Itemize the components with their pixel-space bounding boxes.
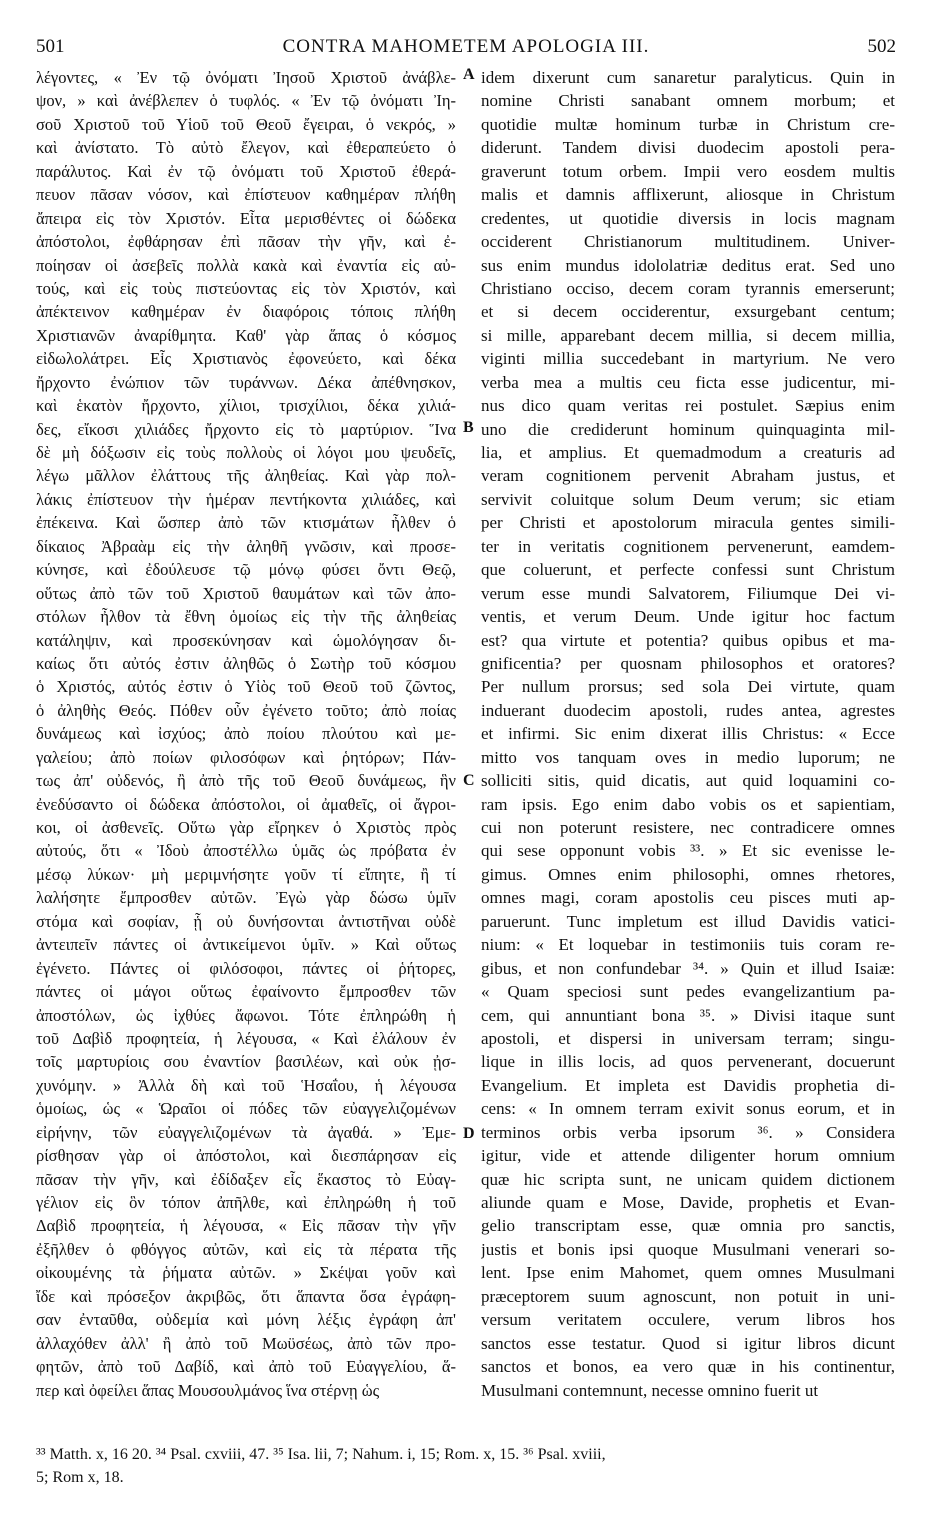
- greek-line: ὁμοίως, ὡς « Ὡραῖοι οἱ πόδες τῶν εὐαγγελιζομένων: [36, 1099, 456, 1119]
- greek-line: ρίσθησαν γὰρ οἱ ἀπόστολοι, καὶ διεσπάρησαν εἰς: [36, 1146, 456, 1166]
- latin-line: ram ipsis. Ego enim dabo vobis os et sapientiam,: [481, 794, 895, 814]
- greek-line: φητῶν, ἀπὸ τοῦ Δαβίδ, καὶ ἀπὸ τοῦ Εὐαγγελίου, ἅ-: [36, 1357, 456, 1377]
- latin-line: occiderent Christianorum multitudinem. Univer-: [481, 232, 895, 252]
- greek-line: μέσῳ λύκων· μὴ μεριμνήσητε γοῦν τί εἴπητε, ἢ τί: [36, 864, 456, 884]
- latin-line: apostoli, et dispersi in universam terram; singu-: [481, 1028, 895, 1048]
- greek-line: κύνησε, καὶ ἐδούλευσε τῷ μόνῳ φύσει ὄντι Θεῷ,: [36, 560, 456, 580]
- margin-marker-b: B: [463, 419, 474, 436]
- greek-line: τούς, καὶ εἰς τοὺς πιστεύοντας εἰς τὸν Χριστόν, καὶ: [36, 278, 456, 298]
- latin-line: veram cognitionem pervenit Abraham justus, et: [481, 466, 895, 486]
- latin-line: lent. Ipse enim Mahomet, quem omnes Musulmani: [481, 1263, 895, 1283]
- footnote-line-2: 5; Rom x, 18.: [36, 1469, 124, 1486]
- running-title: CONTRA MAHOMETEM APOLOGIA III.: [282, 36, 650, 57]
- latin-line: versum veritatem occulere, verum libros hos: [481, 1310, 895, 1330]
- greek-line: καὶ ἀνίστατο. Τὸ αὐτὸ ἔλεγον, καὶ ἐθεραπεύετο ὁ: [36, 138, 456, 158]
- latin-line: præceptorem suum agnoscunt, non potuit in uni-: [481, 1286, 895, 1306]
- greek-line: ψον, » καὶ ἀνέβλεπεν ὁ τυφλός. « Ἐν τῷ ὀνόματι Ἰη-: [36, 91, 456, 111]
- margin-marker-d: D: [463, 1125, 475, 1142]
- latin-line: lique in illis locis, ad quos pervenerant, docuerunt: [481, 1052, 895, 1072]
- greek-line: ἐπέκεινα. Καὶ ὥσπερ ἀπὸ τῶν κτισμάτων ἦλθεν ὁ: [36, 513, 456, 533]
- greek-line: πάντες οἱ μάγοι οὕτως ἐφαίνοντο ἔμπροσθεν τῶν: [36, 982, 456, 1002]
- latin-column: [481, 66, 895, 1402]
- greek-line: ἤρχοντο ἐνώπιον τῶν τυράννων. Δέκα ἀπέθνησκον,: [36, 372, 456, 392]
- latin-line: Evangelium. Et impleta est Davidis prophetia di-: [481, 1075, 895, 1095]
- greek-line: πευον πᾶσαν νόσον, καὶ ἐπίστευον καθημέραν πλήθη: [36, 185, 456, 205]
- latin-line: gelio transcriptam esse, quæ omnia pro sanctis,: [481, 1216, 895, 1236]
- greek-line: σοῦ Χριστοῦ τοῦ Υἱοῦ τοῦ Θεοῦ ἔγειραι, ὁ νεκρός, »: [36, 114, 456, 134]
- latin-line: que coluerunt, et perfecte confessi sunt Christum: [481, 560, 895, 580]
- greek-line: παράλυτος. Καὶ ἐν τῷ ὀνόματι τοῦ Χριστοῦ ἐθερά-: [36, 161, 456, 181]
- latin-line: ventis, et verum Deum. Unde igitur hoc factum: [481, 607, 895, 627]
- greek-line: ποίησαν οἱ ἀσεβεῖς πολλὰ κακὰ καὶ ἐναντία εἰς αὐ-: [36, 255, 456, 275]
- latin-line: gimus. Omnes enim philosophi, omnes rhetores,: [481, 864, 895, 884]
- latin-line: paruerunt. Tunc impletum est illud Davidis vatici-: [481, 911, 895, 931]
- latin-line: gnificentia? per quosnam philosophos et oratores?: [481, 653, 895, 673]
- latin-line: quotidie multæ hominum turbæ in Christum cre-: [481, 114, 895, 134]
- latin-line: verba mea a multis ceu ficta esse judicentur, mi-: [481, 372, 895, 392]
- greek-line: λέγω μᾶλλον ἐλάττους τῆς ἀληθείας. Καὶ γὰρ πολ-: [36, 466, 456, 486]
- greek-line: γέλιον εἰς ὃν τόπον ἀπῆλθε, καὶ ἐπληρώθη ἡ τοῦ: [36, 1193, 456, 1212]
- latin-line: est? qua virtute et potentia? quibus opibus et ma-: [481, 630, 895, 650]
- greek-line: οὕτως ἀπὸ τῶν τοῦ Χριστοῦ θαυμάτων καὶ τῶν ἀπο-: [36, 583, 456, 603]
- greek-line: λάκις ἐπίστευον τὴν ἡμέραν πεντήκοντα χιλιάδες, καὶ: [36, 489, 456, 509]
- greek-line: εἰρήνην, τῶν εὐαγγελιζομένων τὰ ἀγαθά. » Ἐμε-: [36, 1122, 456, 1142]
- latin-line: quæ hic scripta sunt, ne unicam quidem dictionem: [481, 1169, 895, 1189]
- greek-line: ἀποστόλων, ὡς ἰχθύες ἄφωνοι. Τότε ἐπληρώθη ἡ: [36, 1005, 456, 1025]
- greek-line: οἰκουμένης τὰ ῥήματα αὐτῶν. » Σκέψαι γοῦν καὶ: [36, 1263, 456, 1283]
- greek-line: στόλων ἦλθον τὰ ἔθνη ὁμοίως εἰς τὴν τῆς ἀληθείας: [36, 607, 456, 627]
- latin-line: induerant duodecim apostoli, rudes antea, agrestes: [481, 700, 895, 720]
- greek-line: ἐγένετο. Πάντες οἱ φιλόσοφοι, πάντες οἱ ῥήτορες,: [36, 958, 456, 978]
- latin-line: credentes, ut quotidie diversis in locis magnam: [481, 208, 895, 228]
- greek-line: χυνόμην. » Ἀλλὰ δὴ καὶ τοῦ Ἡσαΐου, ἡ λέγουσα: [36, 1075, 456, 1095]
- greek-line: τως ἀπ' οὐδενός, ἢ ἀπὸ τῆς τοῦ Θεοῦ δυνάμεως, ἣν: [36, 771, 456, 791]
- latin-line: cem, qui annuntiant bona ³⁵. » Divisi itaque sunt: [481, 1005, 895, 1025]
- latin-line: viginti millia succedebant in martyrium. Ne vero: [481, 349, 895, 369]
- greek-line: ἐξῆλθεν ὁ φθόγγος αὐτῶν, καὶ εἰς τὰ πέρατα τῆς: [36, 1239, 456, 1259]
- margin-marker-c: C: [463, 772, 475, 789]
- latin-line: nus dico quam veritas rei postulet. Sæpius enim: [481, 396, 895, 416]
- footnote-line-1: ³³ Matth. x, 16 20. ³⁴ Psal. cxviii, 47. ³⁵ Isa. lii, 7; Nahum. i, 15; Rom. x, 15. ³⁶ Psal. xviii,: [36, 1446, 606, 1463]
- greek-line: γαλείου; ἀπὸ ποίων φιλοσόφων καὶ ῥητόρων; Πάν-: [36, 747, 456, 767]
- latin-line: Christiano occiso, decem coram tyrannis emerserunt;: [481, 278, 895, 298]
- greek-line: δες, εἴκοσι χιλιάδες ἤρχοντο εἰς τὸ μαρτύριον. Ἵνα: [36, 419, 456, 439]
- greek-line: δίκαιος Ἀβραὰμ εἰς τὴν ἀληθῆ γνῶσιν, καὶ προσε-: [36, 536, 456, 556]
- latin-line: Per nullum prorsus; sed sola Dei virtute, quam: [481, 677, 895, 697]
- latin-line: omnes magi, coram apostolis ceu pisces muti ap-: [481, 888, 895, 908]
- greek-line: Χριστιανῶν ἀναρίθμητα. Καθ' γὰρ ἅπας ὁ κόσμος: [36, 325, 456, 345]
- greek-line: κατάληψιν, καὶ προσεκύνησαν καὶ ὡμολόγησαν δι-: [36, 630, 456, 650]
- latin-line: per Christi et apostolorum miracula gentes simili-: [481, 513, 895, 533]
- greek-line: ἴδε καὶ πρόσεξον ἀκριβῶς, ὅτι ἅπαντα ὅσα ἐγράφη-: [36, 1286, 456, 1306]
- greek-line: τοῦ Δαβὶδ προφητεία, ἡ λέγουσα, « Καὶ ἐλάλουν ἐν: [36, 1028, 456, 1048]
- latin-line: et si decem occiderentur, exsurgebant centum;: [481, 302, 895, 322]
- latin-line: justis et bonis ipsi quoque Musulmani venerari so-: [481, 1239, 895, 1259]
- greek-line: ἐνεδύσαντο οἱ δώδεκα ἀπόστολοι, οἱ ἀμαθεῖς, οἱ ἄγροι-: [36, 794, 456, 814]
- latin-line: servivit coluitque solum Deum verum; sic etiam: [481, 489, 895, 509]
- latin-line: sus enim mundus idololatriæ deditus erat. Sed uno: [481, 255, 895, 275]
- latin-line: idem dixerunt cum sanaretur paralyticus. Quin in: [481, 68, 895, 87]
- latin-line: uno die crediderunt hominum quinquaginta mil-: [481, 419, 895, 439]
- latin-line: aliunde quam e Mose, Davide, prophetis et Evan-: [481, 1193, 895, 1212]
- greek-line: ἀπόστολοι, ἐφθάρησαν ἐπὶ πᾶσαν τὴν γῆν, καὶ ἐ-: [36, 232, 456, 252]
- latin-line: solliciti sitis, quid dicatis, aut quid loquamini co-: [481, 771, 895, 791]
- latin-line: graverunt totum orbem. Impii vero eosdem multis: [481, 161, 895, 181]
- greek-line: ἀπέκτεινον καθημέραν ἐν διαφόροις τόποις πλήθη: [36, 302, 456, 322]
- latin-line: verum esse mundi Salvatorem, Filiumque Dei vi-: [481, 583, 895, 603]
- greek-line: ὁ ἀληθὴς Θεός. Πόθεν οὖν ἐγένετο τοῦτο; ἀπὸ ποίας: [36, 700, 456, 720]
- latin-line: nomine Christi sanabant omnem morbum; et: [481, 91, 895, 111]
- page-number-left: 501: [36, 36, 65, 57]
- latin-line: sanctos esse testatur. Quod si igitur libros dicunt: [481, 1333, 895, 1353]
- latin-line: cui non poterunt resistere, nec contradicere omnes: [481, 818, 895, 837]
- greek-line: ἀλλαχόθεν ἀλλ' ἢ ἀπὸ τοῦ Μωϋσέως, ἀπὸ τῶν προ-: [36, 1333, 456, 1353]
- greek-line: ἀντειπεῖν πάντες οἱ ἀντικείμενοι ὑμῖν. » Καὶ οὕτως: [36, 935, 456, 955]
- greek-line: πᾶσαν τὴν γῆν, καὶ ἐδίδαξεν εἷς ἕκαστος τὸ Εὐαγ-: [36, 1169, 456, 1189]
- margin-marker-a: A: [463, 66, 475, 83]
- latin-line: qui sese opponunt vobis ³³. » Et sic evenisse le-: [481, 841, 895, 861]
- latin-line: et infirmi. Sic enim dixerat illis Christus: « Ecce: [481, 724, 895, 744]
- greek-line: εἰδωλολάτρει. Εἷς Χριστιανὸς ἐφονεύετο, καὶ δέκα: [36, 349, 456, 369]
- latin-line: cens: « In omnem terram exivit sonus eorum, et in: [481, 1099, 895, 1119]
- greek-line: Δαβὶδ προφητεία, ἡ λέγουσα, « Εἰς πᾶσαν τὴν γῆν: [36, 1216, 456, 1236]
- latin-line: gibus, et non confundebar ³⁴. » Quin et illud Isaiæ:: [481, 958, 895, 978]
- page-number-right: 502: [867, 36, 896, 57]
- greek-line: δυνάμεως καὶ ἰσχύος; ἀπὸ ποίου πλούτου καὶ με-: [36, 724, 456, 744]
- latin-line: si mille, apparebant decem millia, si decem millia,: [481, 325, 895, 345]
- greek-line: στόμα καὶ σοφίαν, ᾗ οὐ δυνήσονται ἀντιστῆναι οὐδὲ: [36, 911, 456, 931]
- greek-line: ἄπειρα εἰς τὸν Χριστόν. Εἶτα μερισθέντες οἱ δώδεκα: [36, 208, 456, 228]
- greek-line: κοι, οἱ ἀσθενεῖς. Οὕτω γὰρ εἴρηκεν ὁ Χριστὸς πρὸς: [36, 818, 456, 837]
- greek-line: καὶ ἑκατὸν ἤρχοντο, χίλιοι, τρισχίλιοι, δέκα χιλιά-: [36, 396, 456, 416]
- greek-line: τοῖς μαρτυρίοις σου ἐναντίον βασιλέων, καὶ οὐκ ᾐσ-: [36, 1052, 456, 1072]
- greek-column: [36, 66, 456, 1402]
- latin-line: igitur, vide et attende diligenter horum omnium: [481, 1146, 895, 1166]
- greek-line: δὲ μὴ δόξωσιν εἰς τοὺς πολλοὺς οἱ λόγοι μου ψευδεῖς,: [36, 443, 456, 462]
- page-header: [36, 36, 896, 60]
- latin-line: diderunt. Tandem divisi duodecim apostoli pera-: [481, 138, 895, 158]
- greek-line: σαν ἐνταῦθα, οὐδεμία καὶ μόνη λέξις ἐγράφη ἀπ': [36, 1310, 456, 1330]
- latin-line: Musulmani contemnunt, necesse omnino fuerit ut: [481, 1380, 819, 1400]
- latin-line: ter in veritatis cognitionem pervenerunt, eamdem-: [481, 536, 895, 556]
- latin-line: malis et damnis afflixerunt, aliosque in Christum: [481, 185, 895, 205]
- latin-line: terminos orbis verba ipsorum ³⁶. » Considera: [481, 1122, 895, 1142]
- greek-line: λαλήσητε ἔμπροσθεν αὐτῶν. Ἐγὼ γὰρ δώσω ὑμῖν: [36, 888, 456, 908]
- latin-line: nium: « Et loquebar in testimoniis tuis coram re-: [481, 935, 895, 955]
- greek-line: περ καὶ ὀφείλει ἅπας Μουσουλμάνος ἵνα στέρνῃ ὡς: [36, 1380, 380, 1400]
- greek-line: αὐτούς, ὅτι « Ἰδοὺ ἀποστέλλω ὑμᾶς ὡς πρόβατα ἐν: [36, 841, 456, 861]
- latin-line: sanctos et bonos, ea vero quæ in his continentur,: [481, 1357, 895, 1377]
- greek-line: καίως ὅτι αὐτός ἐστιν ἀληθῶς ὁ Σωτὴρ τοῦ κόσμου: [36, 653, 456, 673]
- greek-line: ὁ Χριστός, αὐτός ἐστιν ὁ Υἱὸς τοῦ Θεοῦ τοῦ ζῶντος,: [36, 677, 456, 697]
- latin-line: lia, et amplius. Et quemadmodum a creaturis ad: [481, 443, 895, 462]
- latin-line: mitto vos tanquam oves in medio luporum; ne: [481, 747, 895, 767]
- greek-line: λέγοντες, « Ἐν τῷ ὀνόματι Ἰησοῦ Χριστοῦ ἀνάβλε-: [36, 68, 456, 87]
- latin-line: « Quam speciosi sunt pedes evangelizantium pa-: [481, 982, 895, 1002]
